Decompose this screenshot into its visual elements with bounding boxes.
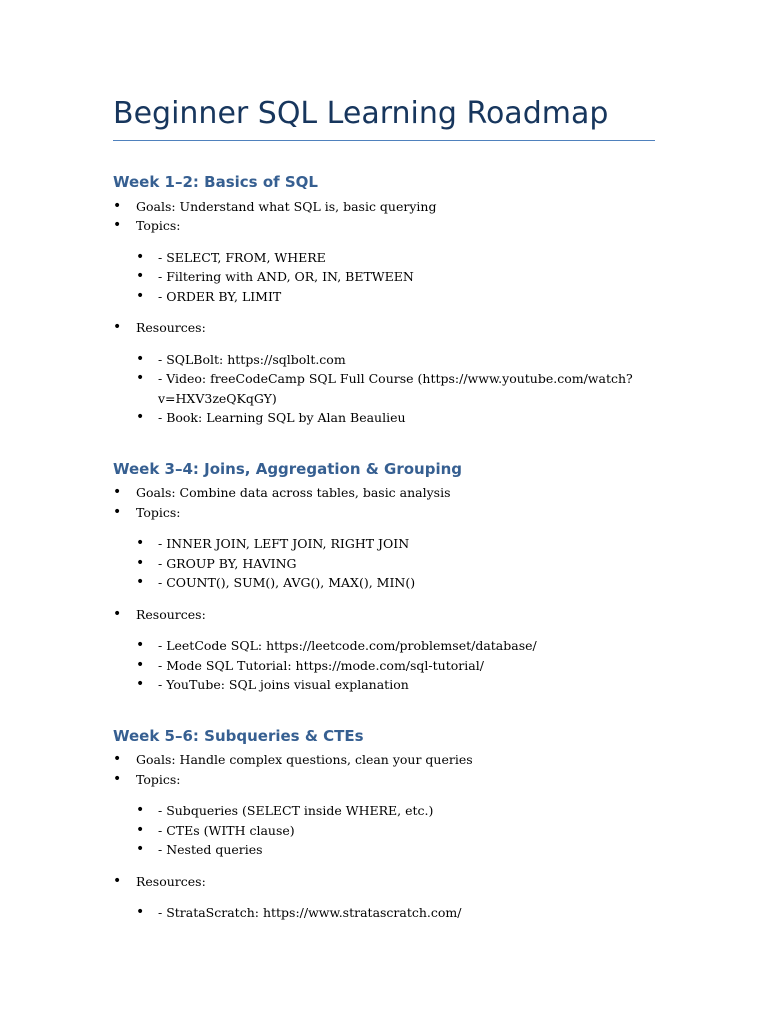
resources-item xyxy=(113,872,656,923)
resources-item xyxy=(113,605,656,695)
topics-label: Topics: xyxy=(136,771,181,787)
topic-item: • - Filtering with AND, OR, IN, BETWEEN xyxy=(136,267,656,287)
section-list xyxy=(113,197,656,428)
topics-item xyxy=(113,770,656,860)
goals-item: • Goals: Combine data across tables, basic analysis xyxy=(113,483,656,503)
topics-item xyxy=(113,503,656,593)
topics-label: Topics: xyxy=(136,504,181,520)
resources-label: Resources: xyxy=(136,320,206,335)
topic-item: • - INNER JOIN, LEFT JOIN, RIGHT JOIN xyxy=(136,534,656,554)
resource-item: • - LeetCode SQL: https://leetcode.com/problemset/database/ xyxy=(136,636,656,656)
resources-list xyxy=(136,350,656,428)
goals-item: • Goals: Understand what SQL is, basic querying xyxy=(113,197,656,217)
topic-item: • - ORDER BY, LIMIT xyxy=(136,287,656,307)
topic-item: • - GROUP BY, HAVING xyxy=(136,554,656,574)
section-heading: Week 3–4: Joins, Aggregation & Grouping xyxy=(113,459,463,478)
topic-item: • - CTEs (WITH clause) xyxy=(136,821,656,841)
section-week-1-2 xyxy=(113,173,656,428)
section-list xyxy=(113,750,656,923)
topic-item: • - COUNT(), SUM(), AVG(), MAX(), MIN() xyxy=(136,573,656,593)
section-heading: Week 5–6: Subqueries & CTEs xyxy=(113,726,364,745)
topics-item xyxy=(113,216,656,306)
resource-item: • - SQLBolt: https://sqlbolt.com xyxy=(136,350,656,370)
topics-list xyxy=(136,801,656,860)
resource-item: • - Mode SQL Tutorial: https://mode.com/sql-tutorial/ xyxy=(136,656,656,676)
resource-item: • - StrataScratch: https://www.stratascratch.com/ xyxy=(136,903,656,923)
resource-item: • - Video: freeCodeCamp SQL Full Course (https://www.youtube.com/watch?v=HXV3zeQKqGY) xyxy=(136,369,656,408)
resource-item: • - Book: Learning SQL by Alan Beaulieu xyxy=(136,408,656,428)
topic-item: • - SELECT, FROM, WHERE xyxy=(136,248,656,268)
resources-label: Resources: xyxy=(136,606,206,622)
topics-label: Topics: xyxy=(136,218,181,233)
section-week-5-6 xyxy=(113,727,656,923)
section-week-3-4 xyxy=(113,460,656,695)
goals-item: • Goals: Handle complex questions, clean your queries xyxy=(113,750,656,770)
section-heading: Week 1–2: Basics of SQL xyxy=(113,173,318,191)
topics-list xyxy=(136,248,656,307)
topic-item: • - Nested queries xyxy=(136,840,656,860)
document-title: Beginner SQL Learning Roadmap xyxy=(113,96,655,141)
resources-item xyxy=(113,318,656,428)
resources-label: Resources: xyxy=(136,873,206,889)
topic-item: • - Subqueries (SELECT inside WHERE, etc.) xyxy=(136,801,656,821)
topics-list xyxy=(136,534,656,593)
resources-list xyxy=(136,636,656,695)
section-list xyxy=(113,483,656,695)
resources-list xyxy=(136,903,656,923)
resource-item: • - YouTube: SQL joins visual explanation xyxy=(136,675,656,695)
